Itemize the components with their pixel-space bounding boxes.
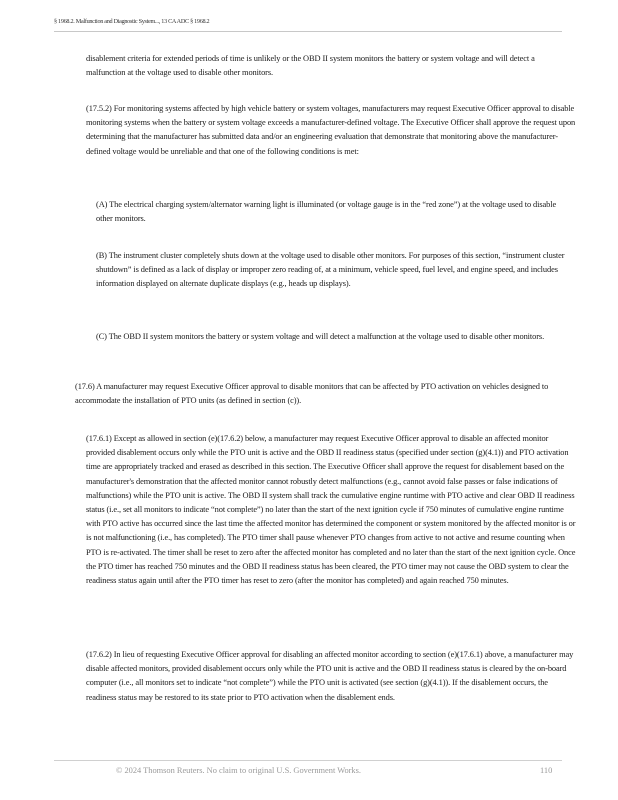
- footer-divider: [54, 760, 562, 761]
- header-divider: [54, 31, 562, 32]
- paragraph-17-6-1: (17.6.1) Except as allowed in section (e)(17.6.2) below, a manufacturer may request Executive Officer approval to disable an affected monitor provided disablement occurs only while the PTO unit is active and the OBD II readiness status (specified under section (g)(4.1)) and PTO activation time are appropriately tracked and erased as described in this section. The Executive Officer shall approve the request for disablement based on the manufacturer's demonstration that the affected monitor cannot robustly detect malfunctions (e.g., cannot avoid false passes or false indications of malfunctions) while the PTO unit is active. The OBD II system shall track the cumulative engine runtime with PTO active and clear OBD II readiness status (i.e., set all monitors to indicate “not complete”) no later than the start of the next ignition cycle if 750 minutes of cumulative engine runtime with PTO active has occurred since the last time the affected monitor has determined the component or system monitored by the affected monitor is or is not malfunctioning (i.e., has completed). The PTO timer shall pause whenever PTO changes from active to not active and resume counting when PTO is re-activated. The timer shall be reset to zero after the affected monitor has completed and no later than the start of the next ignition cycle. Once the PTO timer has reached 750 minutes and the OBD II readiness status has been cleared, the PTO timer may not cause the OBD system to clear the readiness status again until after the PTO timer has reset to zero (after the monitor has completed) and again reached 750 minutes.: [86, 434, 576, 586]
- page-number: 110: [540, 766, 553, 775]
- copyright-footer: © 2024 Thomson Reuters. No claim to original U.S. Government Works.: [116, 766, 361, 775]
- condition-b: (B) The instrument cluster completely shuts down at the voltage used to disable other monitors. For purposes of this section, “instrument cluster shutdown” is defined as a lack of display or improper zero reading of, at a minimum, vehicle speed, fuel level, and engine speed, and includes information displayed on alternate duplicate displays (e.g., heads up displays).: [96, 251, 565, 289]
- paragraph-17-6: (17.6) A manufacturer may request Executive Officer approval to disable monitors that can be affected by PTO activation on vehicles designed to accommodate the installation of PTO units (as defined in section (c)).: [75, 382, 549, 406]
- condition-a: (A) The electrical charging system/alternator warning light is illuminated (or voltage gauge is in the “red zone”) at the voltage used to disable other monitors.: [96, 200, 557, 224]
- condition-c: (C) The OBD II system monitors the battery or system voltage and will detect a malfunction at the voltage used to disable other monitors.: [96, 332, 545, 341]
- running-head: § 1968.2. Malfunction and Diagnostic System..., 13 CA ADC § 1968.2: [54, 18, 210, 25]
- paragraph-continuation: disablement criteria for extended periods of time is unlikely or the OBD II system monitors the battery or system voltage and will detect a malfunction at the voltage used to disable other monitors.: [86, 54, 535, 78]
- paragraph-17-6-2: (17.6.2) In lieu of requesting Executive Officer approval for disabling an affected monitor according to section (e)(17.6.1) above, a manufacturer may disable affected monitors, provided disablement occurs only while the PTO unit is active and the OBD II readiness status is cleared by the on-board computer (i.e., all monitors set to indicate “not complete”) while the PTO unit is activated (see section (g)(4.1)). If the disablement occurs, the readiness status may be restored to its state prior to PTO activation when the disablement ends.: [86, 650, 574, 702]
- paragraph-17-5-2: (17.5.2) For monitoring systems affected by high vehicle battery or system voltages, manufacturers may request Executive Officer approval to disable monitoring systems when the battery or system voltage exceeds a manufacturer-defined voltage. The Executive Officer shall approve the request upon determining that the manufacturer has submitted data and/or an engineering evaluation that demonstrate that monitoring above the manufacturer-defined voltage would be unreliable and that one of the following conditions is met:: [86, 104, 576, 156]
